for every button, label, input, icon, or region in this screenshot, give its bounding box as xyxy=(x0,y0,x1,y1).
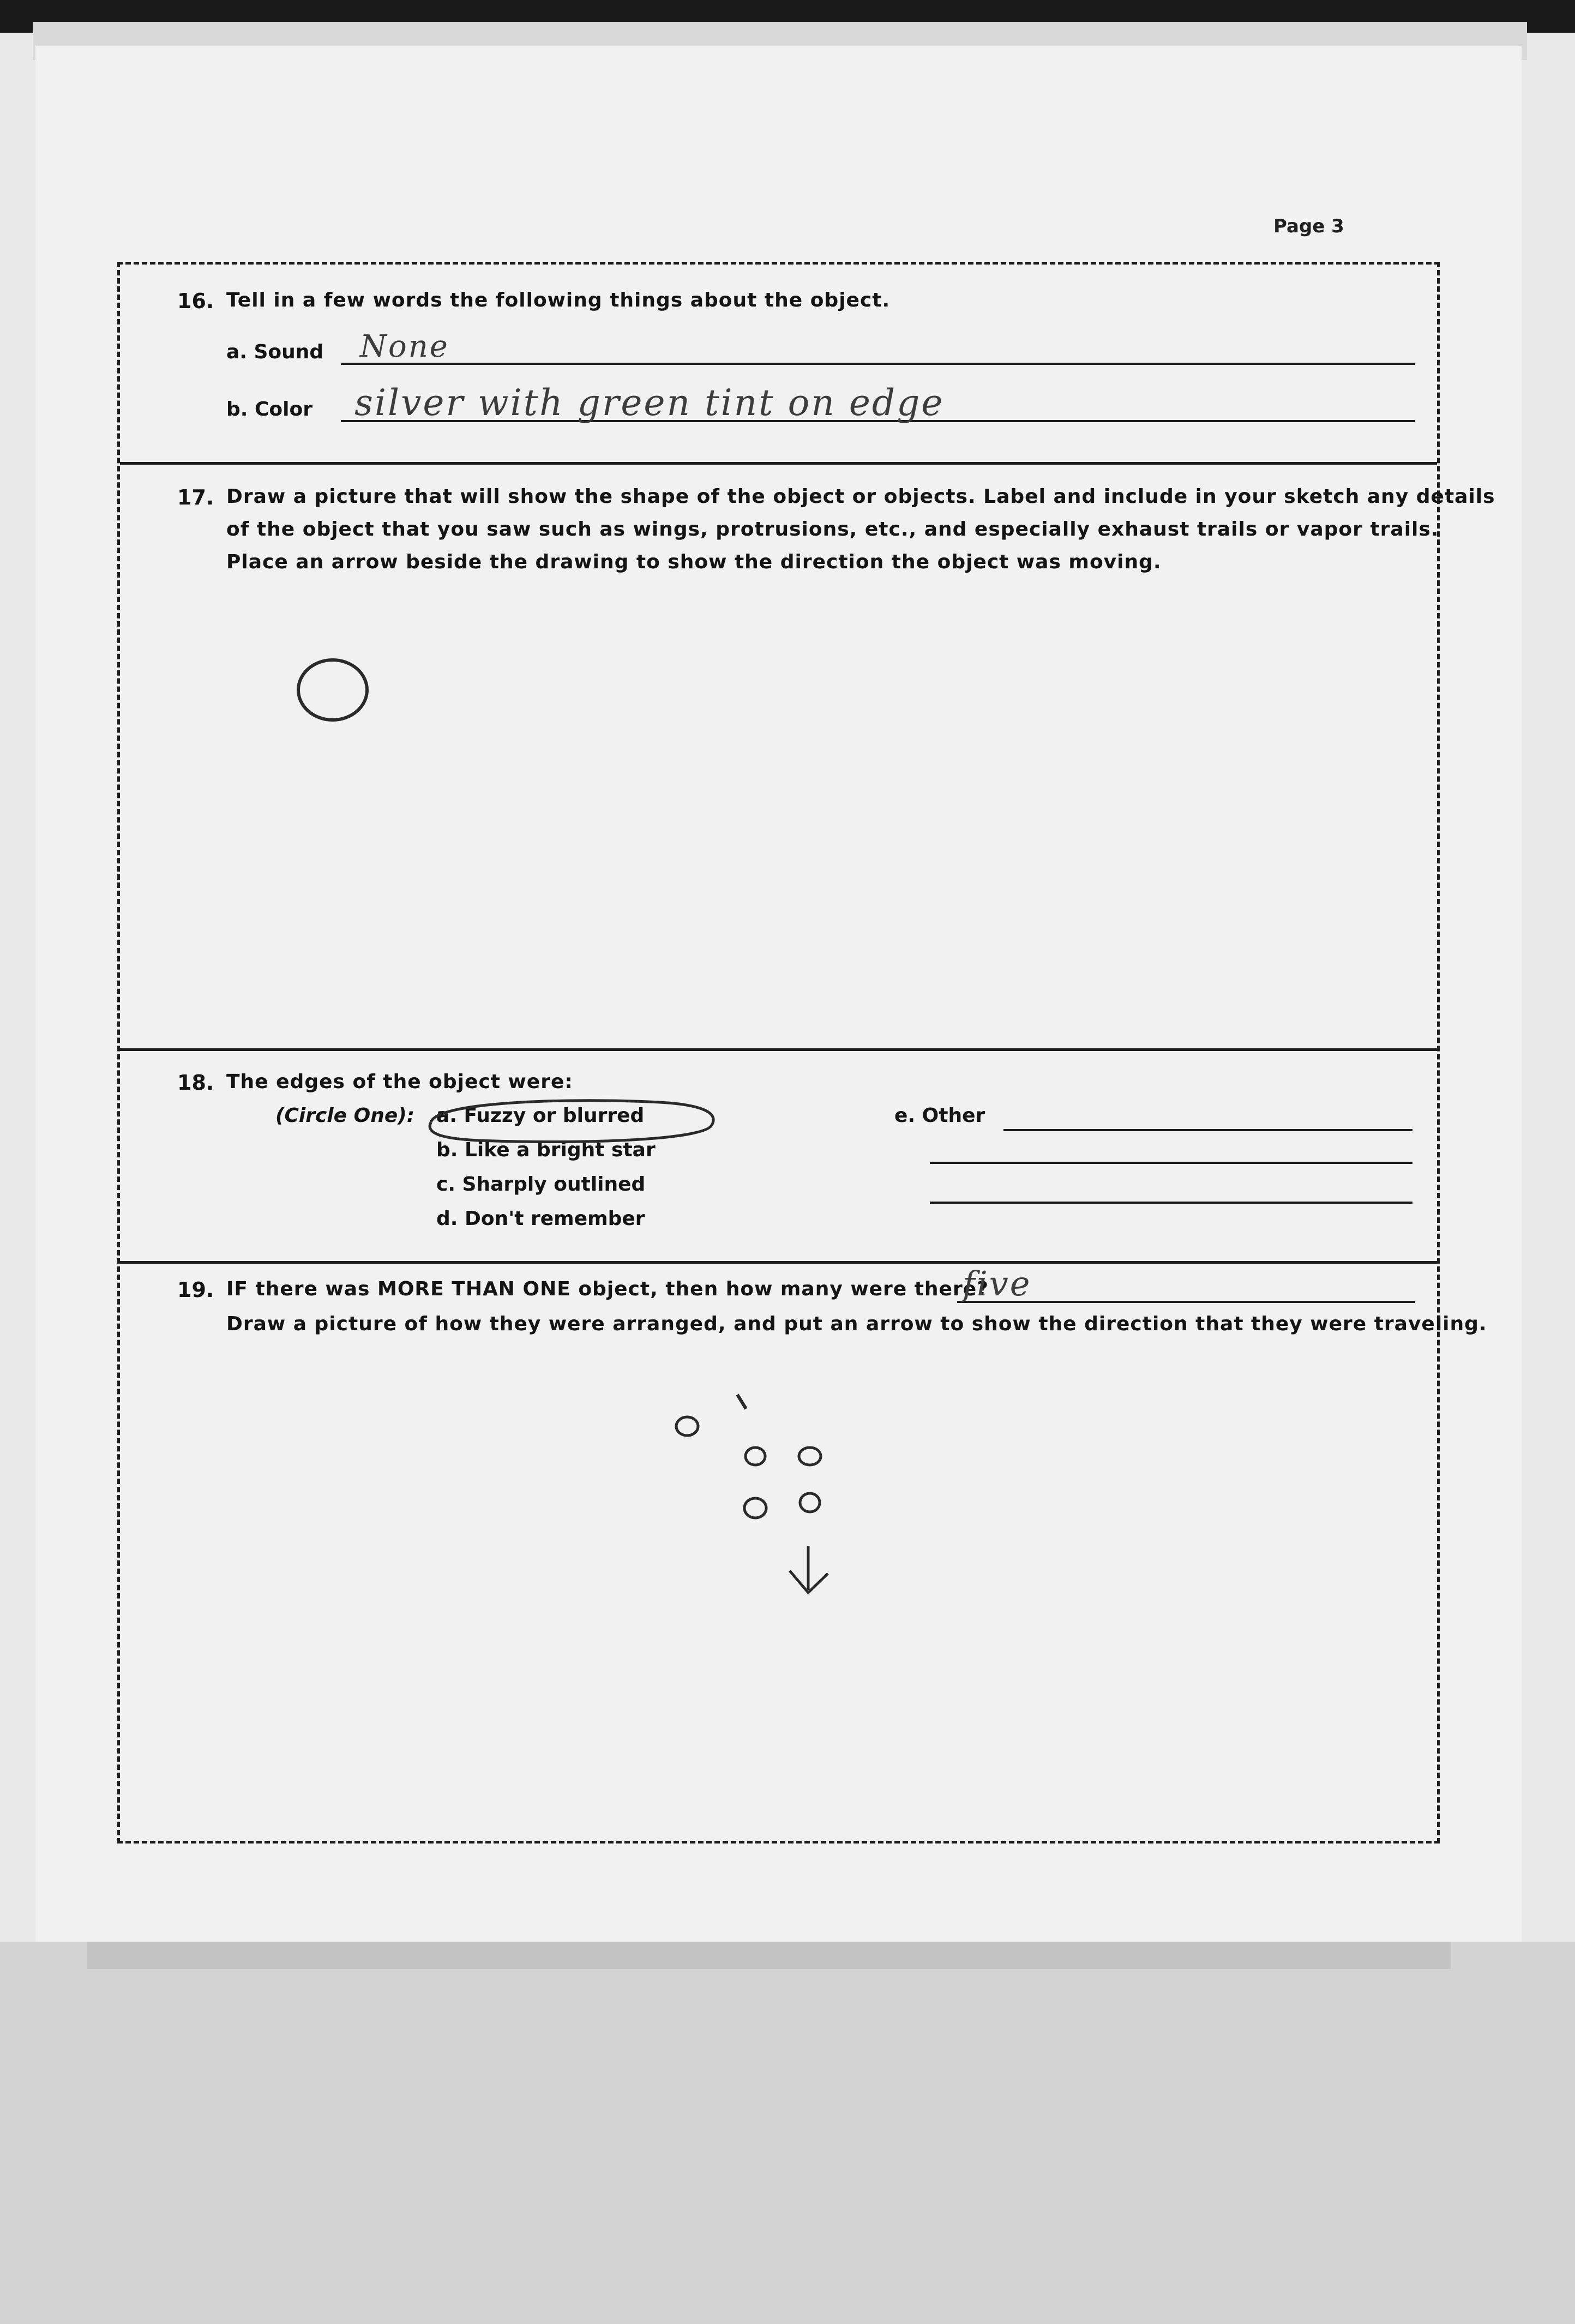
questionnaire-form xyxy=(117,262,1495,1843)
direction-arrow-sketch xyxy=(790,1546,828,1593)
question-17-line-1: Draw a picture that will show the shape of the object or objects. Label and include in your sketch any details xyxy=(226,485,1495,508)
question-16-section xyxy=(120,265,1437,464)
drawing-area xyxy=(120,464,1429,1042)
question-18-section xyxy=(120,1050,1437,1263)
edge-option-b[interactable]: b. Like a bright star xyxy=(436,1139,656,1161)
other-answer-line-2[interactable] xyxy=(930,1162,1412,1164)
object-shape-drawing xyxy=(120,464,1437,1050)
formation-object-sketch xyxy=(800,1493,820,1512)
circle-one-instruction: (Circle One): xyxy=(275,1104,415,1127)
question-19-number: 19. xyxy=(177,1278,214,1302)
count-answer: five xyxy=(963,1264,1032,1304)
question-17-line-2: of the object that you saw such as wings, protrusions, etc., and especially exhaust trails or vapor trails. xyxy=(226,518,1439,541)
formation-object-sketch xyxy=(746,1448,765,1465)
edge-option-c[interactable]: c. Sharply outlined xyxy=(436,1173,646,1196)
question-19-line-1: IF there was MORE THAN ONE object, then how many were there? xyxy=(226,1278,989,1300)
edge-option-e-other[interactable]: e. Other xyxy=(894,1104,985,1127)
color-label: b. Color xyxy=(226,398,312,421)
edge-option-a[interactable]: a. Fuzzy or blurred xyxy=(436,1104,645,1127)
question-16-text: Tell in a few words the following things about the object. xyxy=(226,289,891,311)
formation-drawing xyxy=(120,1263,1429,1841)
scan-bottom-background xyxy=(0,1942,1575,2324)
other-answer-line-3[interactable] xyxy=(930,1202,1412,1204)
question-17-number: 17. xyxy=(177,485,214,509)
color-answer: silver with green tint on edge xyxy=(354,382,945,424)
question-19-line-2: Draw a picture of how they were arranged, and put an arrow to show the direction that they were traveling. xyxy=(226,1313,1487,1335)
question-18-text: The edges of the object were: xyxy=(226,1071,573,1093)
formation-object-sketch xyxy=(676,1417,698,1436)
question-18-number: 18. xyxy=(177,1071,214,1095)
sound-label: a. Sound xyxy=(226,341,324,363)
formation-object-sketch xyxy=(744,1498,766,1518)
question-17-section xyxy=(120,464,1495,1050)
object-circle-sketch xyxy=(298,660,367,720)
page-number: Page 3 xyxy=(1273,215,1344,237)
question-19-section xyxy=(120,1263,1487,1846)
edge-option-d[interactable]: d. Don't remember xyxy=(436,1208,645,1230)
question-17-line-3: Place an arrow beside the drawing to show the direction the object was moving. xyxy=(226,551,1162,573)
formation-object-sketch xyxy=(799,1448,821,1465)
question-16-number: 16. xyxy=(177,289,214,313)
scan-bottom-shadow xyxy=(87,1942,1451,1969)
sound-answer: None xyxy=(360,329,449,364)
sound-answer-line[interactable] xyxy=(341,363,1415,365)
tick-mark-sketch xyxy=(737,1395,746,1409)
selected-option-circle xyxy=(414,1092,742,1152)
other-answer-line[interactable] xyxy=(1003,1129,1412,1131)
